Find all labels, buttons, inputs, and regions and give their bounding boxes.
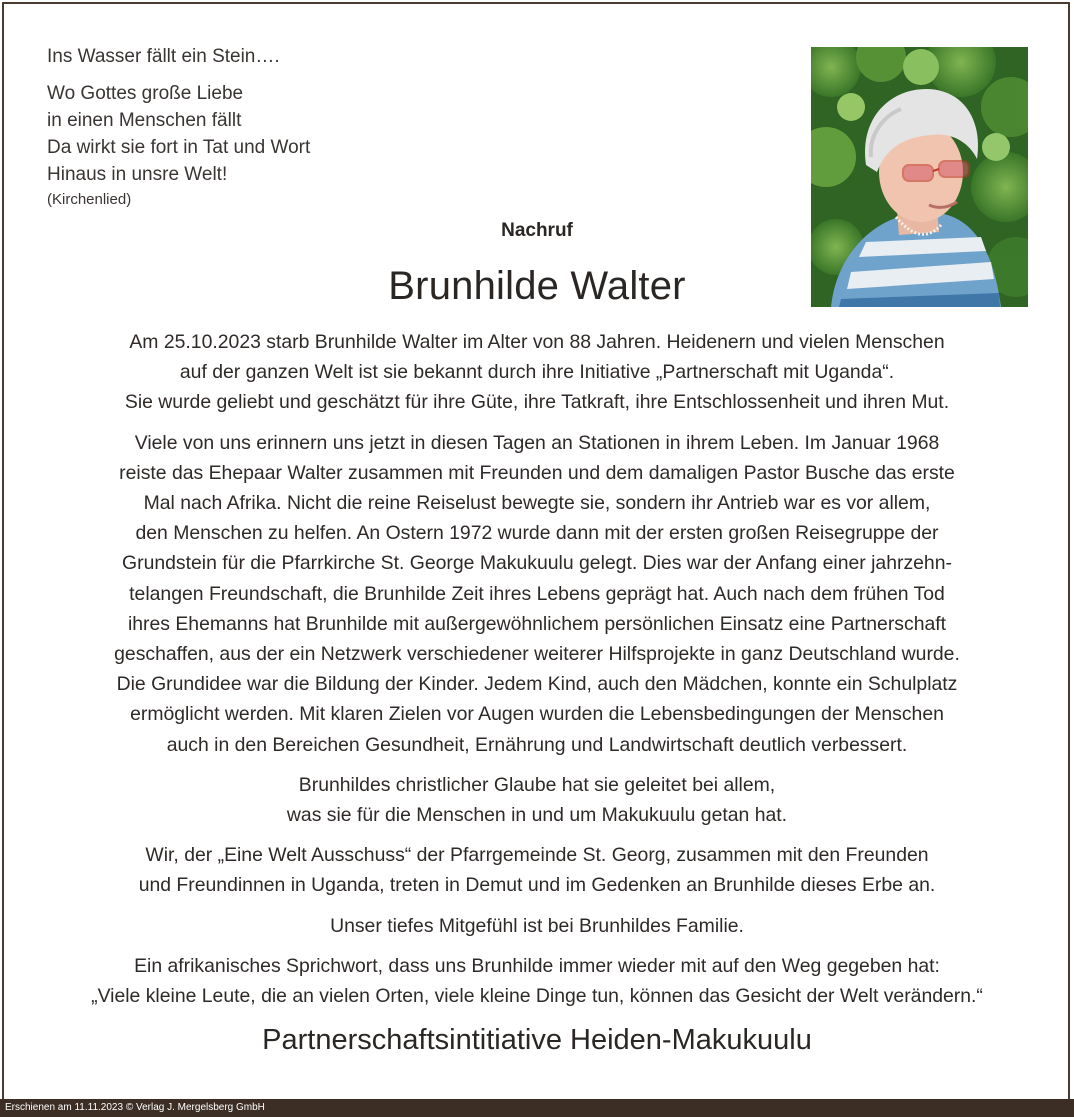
text-line: Sie wurde geliebt und geschätzt für ihre Güte, ihre Tatkraft, ihre Entschlossenheit und ihren Mut. [124,391,950,414]
text-line: Am 25.10.2023 starb Brunhilde Walter im Alter von 88 Jahren. Heidenern und vielen Menschen [129,331,945,353]
text-line: Wir, der „Eine Welt Ausschuss“ der Pfarrgemeinde St. Georg, zusammen mit den Freunden [145,844,929,867]
text-line: Viele von uns erinnern uns jetzt in diesen Tagen an Stationen in ihrem Leben. Im Januar 1968 [134,431,940,454]
publication-credit: Erschienen am 11.11.2023 © Verlag J. Mergelsberg GmbH [5,1102,265,1113]
paragraph [40,770,1034,830]
text-line: geschaffen, aus der ein Netzwerk verschiedener weiterer Hilfsprojekte in ganz Deutschland wurde. [114,643,960,666]
poem-line: Hinaus in unsre Welt! [47,164,228,185]
text-line: auf der ganzen Welt ist sie bekannt durch ihre Initiative „Partnerschaft mit Uganda“. [179,361,895,384]
text-line: reiste das Ehepaar Walter zusammen mit Freunden und dem damaligen Pastor Busche das erste [119,461,955,484]
signature: Partnerschaftsintitiative Heiden-Makukuulu [262,1024,812,1056]
poem [47,43,310,212]
deceased-name: Brunhilde Walter [388,264,686,308]
poem-first-line: Ins Wasser fällt ein Stein…. [47,46,280,67]
text-line: und Freundinnen in Uganda, treten in Demut und im Gedenken an Brunhilde dieses Erbe an. [138,874,936,897]
poem-line: in einen Menschen fällt [47,110,242,131]
text-line: Ein afrikanisches Sprichwort, dass uns Brunhilde immer wieder mit auf den Weg gegeben hat: [134,954,940,977]
paragraph [40,428,1034,760]
paragraph [40,911,1034,941]
text-line: was sie für die Menschen in und um Makukuulu getan hat. [286,804,788,827]
paragraph [40,327,1034,418]
text-line: den Menschen zu helfen. An Ostern 1972 wurde dann mit der ersten großen Reisegruppe der [135,522,939,545]
text-line: telangen Freundschaft, die Brunhilde Zeit ihres Lebens geprägt hat. Auch nach dem frühen Tod [129,582,945,605]
paragraph [40,951,1034,1011]
text-line: Grundstein für die Pfarrkirche St. George Makukuulu gelegt. Dies war der Anfang einer jahrzehn- [122,552,952,575]
poem-line: Wo Gottes große Liebe [47,83,244,104]
notice-kicker: Nachruf [501,220,573,241]
poem-line: Da wirkt sie fort in Tat und Wort [47,137,311,158]
footer-bar [0,1099,1074,1117]
text-line: Mal nach Afrika. Nicht die reine Reiselust bewegte sie, sondern ihr Antrieb war es vor allem, [143,492,931,515]
text-line: Brunhildes christlicher Glaube hat sie geleitet bei allem, [298,773,776,796]
text-line: auch in den Bereichen Gesundheit, Ernährung und Landwirtschaft deutlich verbessert. [166,733,908,756]
text-line: Die Grundidee war die Bildung der Kinder. Jedem Kind, auch den Mädchen, konnte ein Schulplatz [116,673,958,696]
obituary-body [40,327,1034,1021]
text-line: ermöglicht werden. Mit klaren Zielen vor Augen wurden die Lebensbedingungen der Menschen [130,703,944,726]
text-line: Unser tiefes Mitgefühl ist bei Brunhildes Familie. [330,914,744,937]
text-line: ihres Ehemanns hat Brunhilde mit außergewöhnlichem persönlichen Einsatz eine Partnerschaft [127,612,947,635]
poem-source: (Kirchenlied) [47,191,132,208]
paragraph [40,840,1034,900]
text-line: „Viele kleine Leute, die an vielen Orten, viele kleine Dinge tun, können das Gesicht der Welt verändern.“ [91,985,983,1008]
